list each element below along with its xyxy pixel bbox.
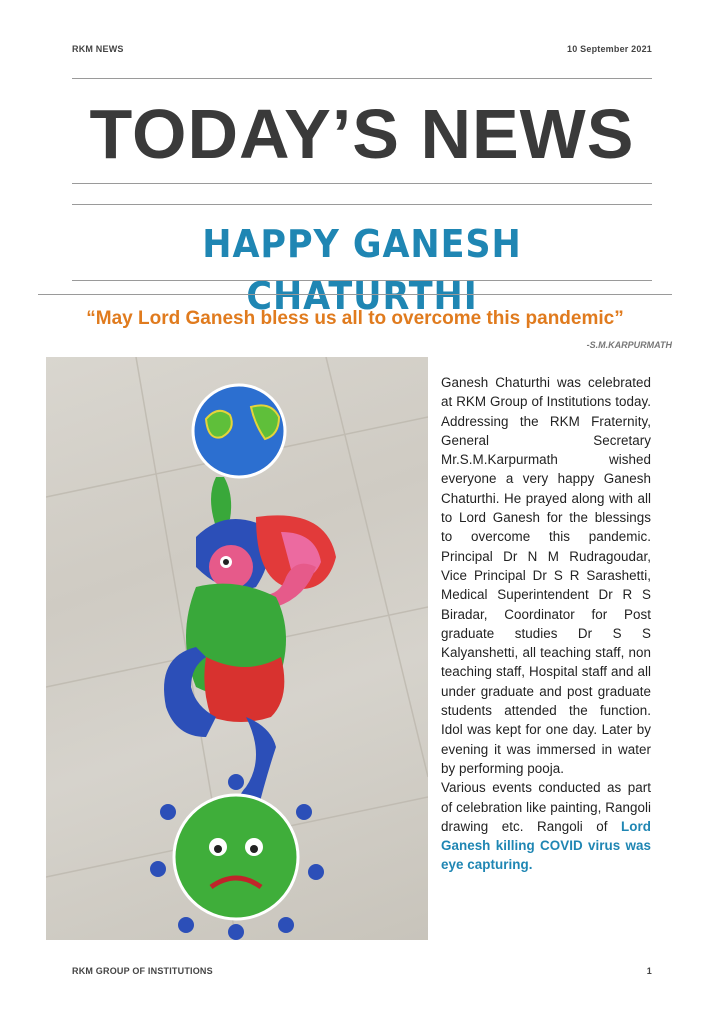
headline: HAPPY GANESH CHATURTHI (202, 222, 522, 318)
article-body (441, 373, 651, 875)
issue-date: 10 September 2021 (567, 44, 652, 54)
quote-attribution: -S.M.KARPURMATH (586, 340, 672, 350)
masthead-title: TODAY’S NEWS (89, 95, 635, 173)
article-paragraph-1: Ganesh Chaturthi was celebrated at RKM Group of Institutions today. Addressing the RKM Fraternity, General Secretary Mr.S.M.Karpurmath wished everyone a very happy Ganesh Chaturthi. He prayed along with all to Lord Ganesh for the blessings to overcome this pandemic. Principal Dr N M Rudragoudar, Vice Principal Dr S R Sarashetti, Medical Superintendent Dr R S Biradar, Coordinator for Post graduate studies Dr S S Kalyanshetti, all teaching staff, non teaching staff, Hospital staff and all under graduate and post graduate students attended the function. Idol was kept for one day. Later by evening it was immersed in water by performing pooja. (441, 375, 651, 776)
quote-divider (38, 294, 672, 295)
top-divider (72, 78, 652, 79)
masthead-divider-1 (72, 183, 652, 184)
rangoli-ganesh-covid-icon (46, 357, 428, 940)
rangoli-photo (46, 357, 428, 940)
publication-name: RKM NEWS (72, 44, 124, 54)
article-paragraph-2-text: Various events conducted as part of celebration like painting, Rangoli drawing etc. Rangoli of (441, 780, 651, 834)
headline-divider (72, 280, 652, 281)
article-highlight: Lord Ganesh killing COVID virus was eye capturing. (441, 818, 651, 873)
article-paragraph-2 (441, 778, 651, 874)
pull-quote: “May Lord Ganesh bless us all to overcome this pandemic” (86, 308, 624, 329)
page-number: 1 (646, 966, 652, 976)
masthead-divider-2 (72, 204, 652, 205)
footer-organization: RKM GROUP OF INSTITUTIONS (72, 966, 213, 976)
